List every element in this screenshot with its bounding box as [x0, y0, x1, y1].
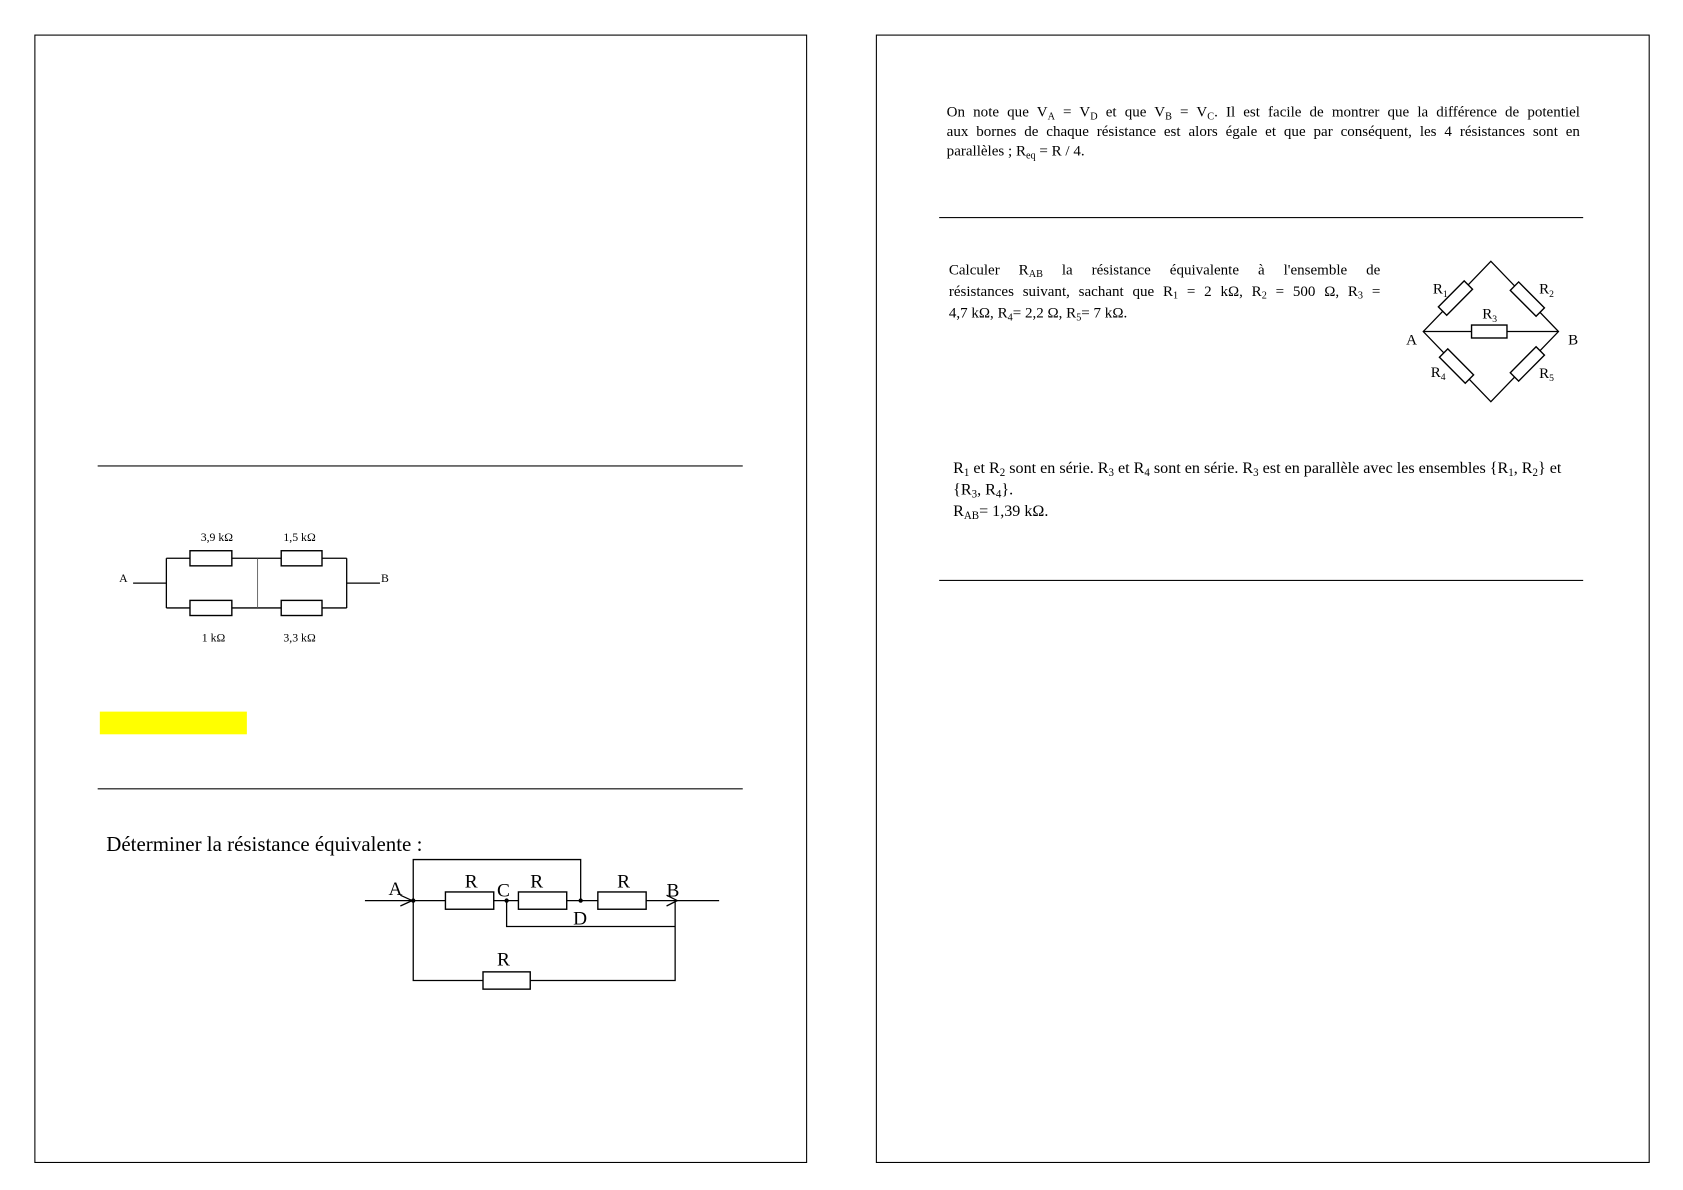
node-a-label: A: [119, 571, 128, 586]
text-run: = R / 4.: [1035, 143, 1085, 160]
node-a-dot: [411, 898, 415, 902]
text-run: R: [953, 460, 964, 478]
text-run: 4,7 kΩ, R: [948, 305, 1008, 322]
resistor-bottom-left: [190, 600, 232, 615]
label-index: 4: [1440, 372, 1446, 384]
text-run: , R: [1513, 460, 1533, 478]
text-run: et R: [1113, 460, 1145, 478]
subscript: AB: [963, 510, 980, 523]
subscript: 2: [1532, 467, 1538, 480]
subscript: 1: [963, 467, 970, 480]
answer-paragraph: [953, 458, 1661, 523]
subscript: 2: [1261, 291, 1267, 302]
wire: [413, 901, 483, 981]
text-run: sont en série. R: [1005, 460, 1109, 478]
subscript: 3: [1108, 467, 1114, 480]
subscript: D: [1090, 111, 1098, 123]
text-run: et R: [969, 460, 1000, 478]
text-run: = 7 kΩ.: [1081, 305, 1128, 322]
subscript: B: [1165, 111, 1172, 123]
subscript: 2: [999, 467, 1006, 480]
resistor-a-c-label: R: [464, 871, 478, 893]
label-index: 5: [1549, 373, 1555, 385]
resistor-d-b-label: R: [617, 871, 631, 893]
subscript: 5: [1076, 312, 1082, 324]
resistor-r3-label: [1482, 307, 1497, 325]
text-run: = 1,39 kΩ.: [979, 503, 1049, 521]
resistor-r1-label: [1433, 282, 1448, 300]
text-run: , R: [977, 481, 996, 499]
text-run: et que V: [1097, 104, 1166, 121]
text-run: parallèles ; R: [946, 143, 1026, 160]
subscript: A: [1047, 111, 1055, 123]
paragraph-line: [947, 104, 1580, 123]
resistor-bottom: [483, 972, 530, 989]
section-divider: [98, 465, 743, 466]
subscript: 4: [995, 489, 1002, 501]
section-divider: [939, 580, 1583, 581]
subscript: 1: [1173, 291, 1179, 302]
paragraph-line: [949, 260, 1380, 282]
paragraph-line: [953, 501, 1661, 523]
subscript: eq: [1025, 150, 1036, 162]
paragraph-line: [953, 458, 1661, 480]
series-parallel-circuit-diagram: [107, 518, 408, 658]
resistor-top-right-value: 1,5 kΩ: [283, 529, 316, 545]
node-b-label: B: [1568, 332, 1579, 349]
subscript: 3: [971, 489, 978, 501]
section-divider: [939, 217, 1583, 218]
label-main: R: [1432, 281, 1443, 298]
exercise-prompt: Déterminer la résistance équivalente :: [106, 833, 423, 857]
resistor-c-d: [518, 892, 566, 909]
paragraph-line: [949, 282, 1380, 304]
subscript: 3: [1357, 291, 1364, 302]
text-run: = 2 kΩ, R: [1178, 284, 1262, 301]
subscript: 4: [1007, 312, 1013, 324]
node-d-label: D: [573, 908, 588, 930]
wire: [530, 901, 675, 981]
resistor-a-c: [445, 892, 493, 909]
node-a-label: A: [1406, 332, 1417, 349]
resistor-bottom-right: [281, 600, 322, 615]
paragraph-line: [949, 303, 1380, 325]
bridge-circuit-diagram: [1395, 254, 1588, 411]
label-index: 3: [1492, 313, 1498, 325]
resistor-r3-symbol: [1472, 325, 1507, 338]
right-page: [876, 35, 1650, 1163]
paragraph-line: [953, 479, 1661, 501]
text-run: = 2,2 Ω, R: [1012, 305, 1077, 322]
text-run: = V: [1171, 104, 1208, 121]
paragraph-line: [947, 143, 1580, 162]
subscript: AB: [1028, 269, 1043, 281]
label-main: R: [1539, 365, 1550, 382]
highlight-mark: [100, 712, 247, 735]
label-main: R: [1539, 281, 1550, 298]
text-run: résistances suivant, sachant que R: [948, 284, 1174, 301]
text-run: la résistance équivalente à l'ensemble de: [1042, 262, 1381, 279]
subscript: 4: [1144, 467, 1150, 480]
text-run: =: [1363, 284, 1381, 301]
resistor-r2-label: [1539, 282, 1554, 300]
label-main: R: [1430, 364, 1441, 381]
node-d-dot: [579, 898, 583, 902]
subscript: 3: [1253, 467, 1259, 480]
node-b-label: B: [381, 571, 389, 586]
text-run: R: [953, 503, 964, 521]
text-run: }.: [1001, 481, 1014, 499]
label-main: R: [1482, 306, 1493, 323]
label-index: 2: [1549, 288, 1555, 300]
loop-circuit-diagram: [354, 848, 730, 999]
text-run: aux bornes de chaque résistance est alors égale et que par conséquent, les 4 résistances sont en: [946, 124, 1580, 141]
text-run: } et: [1537, 460, 1562, 478]
resistor-r5-label: [1539, 366, 1554, 384]
section-divider: [98, 788, 743, 789]
text-run: est en parallèle avec les ensembles {R: [1258, 460, 1509, 478]
resistor-top-left: [190, 551, 232, 566]
resistor-c-d-label: R: [530, 871, 544, 893]
resistor-bottom-label: R: [496, 949, 510, 971]
node-c-label: C: [496, 880, 510, 902]
resistor-r4-label: [1431, 365, 1446, 383]
text-run: = V: [1054, 104, 1091, 121]
resistor-bottom-right-value: 3,3 kΩ: [283, 630, 316, 645]
resistor-d-b: [598, 892, 646, 909]
subscript: 1: [1508, 467, 1514, 480]
paragraph-line: [947, 123, 1580, 142]
node-a-label: A: [388, 879, 403, 901]
text-run: Calculer R: [948, 262, 1029, 279]
resistor-top-left-value: 3,9 kΩ: [200, 529, 234, 545]
subscript: C: [1207, 111, 1215, 123]
text-run: sont en série. R: [1149, 460, 1254, 478]
exercise-paragraph: [949, 260, 1380, 325]
text-run: On note que V: [946, 104, 1048, 121]
text-run: = 500 Ω, R: [1266, 284, 1358, 301]
text-run: . Il est facile de montrer que la différence de potentiel: [1214, 104, 1580, 121]
node-b-label: B: [666, 880, 680, 902]
solution-paragraph: [947, 104, 1580, 162]
resistor-top-right: [281, 551, 322, 566]
label-index: 1: [1442, 288, 1448, 300]
resistor-bottom-left-value: 1 kΩ: [201, 630, 226, 645]
text-run: {R: [953, 481, 972, 499]
